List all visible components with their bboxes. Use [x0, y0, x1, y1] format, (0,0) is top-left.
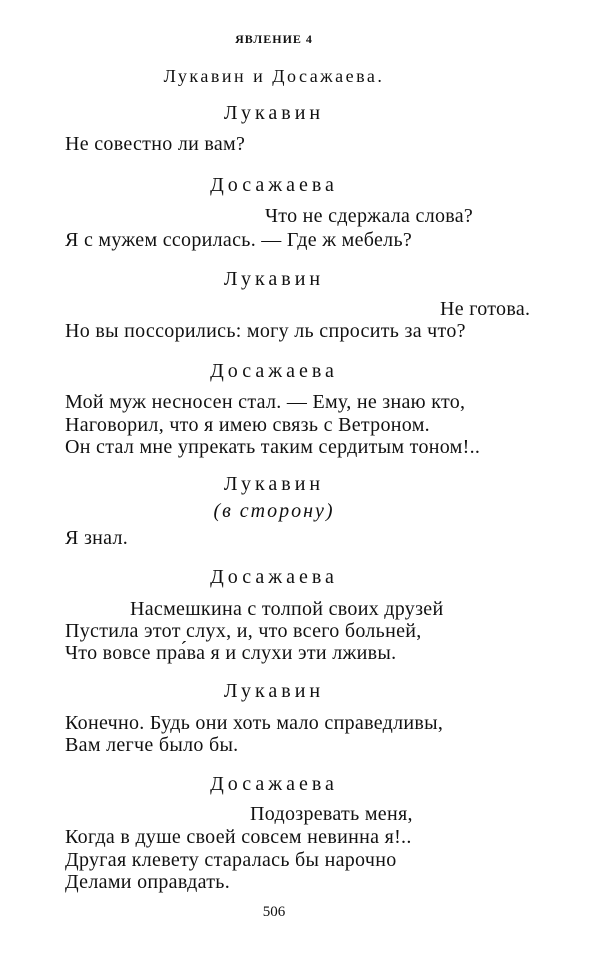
verse-line: Не готова.: [440, 298, 531, 320]
speaker-name: Досажаева: [210, 566, 338, 588]
verse-line: Но вы поссорились: могу ль спросить за что?: [65, 320, 466, 342]
speaker-name: Лукавин: [223, 102, 325, 124]
verse-line: Мой муж несносен стал. — Ему, не знаю кто,: [65, 391, 466, 413]
verse-line: Вам легче было бы.: [65, 734, 239, 756]
scene-characters: Лукавин и Досажаева.: [163, 66, 385, 86]
page-number: 506: [262, 904, 286, 920]
verse-line: Делами оправдать.: [65, 871, 231, 893]
speaker-name: Досажаева: [210, 773, 338, 795]
verse-line: Не совестно ли вам?: [65, 133, 246, 155]
verse-line: Я с мужем ссорилась. — Где ж мебель?: [65, 229, 413, 251]
verse-line: Что не сдержала слова?: [265, 205, 474, 227]
scene-heading: ЯВЛЕНИЕ 4: [235, 32, 313, 46]
verse-line: Пустила этот слух, и, что всего больней,: [65, 620, 422, 642]
verse-line: Конечно. Будь они хоть мало справедливы,: [65, 712, 444, 734]
speaker-name: Досажаева: [210, 360, 338, 382]
verse-line: Другая клевету старалась бы нарочно: [65, 849, 397, 871]
verse-line: Он стал мне упрекать таким сердитым тоном!..: [65, 436, 481, 458]
verse-line: Насмешкина с толпой своих друзей: [130, 598, 444, 620]
speaker-name: Лукавин: [223, 473, 325, 495]
speaker-name: Лукавин: [223, 268, 325, 290]
verse-line: Подозревать меня,: [250, 803, 413, 825]
speaker-name: Лукавин: [223, 680, 325, 702]
verse-line: Я знал.: [65, 527, 129, 549]
verse-line: Когда в душе своей совсем невинна я!..: [65, 826, 412, 848]
speaker-name: Досажаева: [210, 174, 338, 196]
stage-direction: (в сторону): [213, 500, 335, 522]
verse-line: Что вовсе пра́ва я и слухи эти лживы.: [65, 642, 397, 664]
verse-line: Наговорил, что я имею связь с Ветроном.: [65, 414, 430, 436]
